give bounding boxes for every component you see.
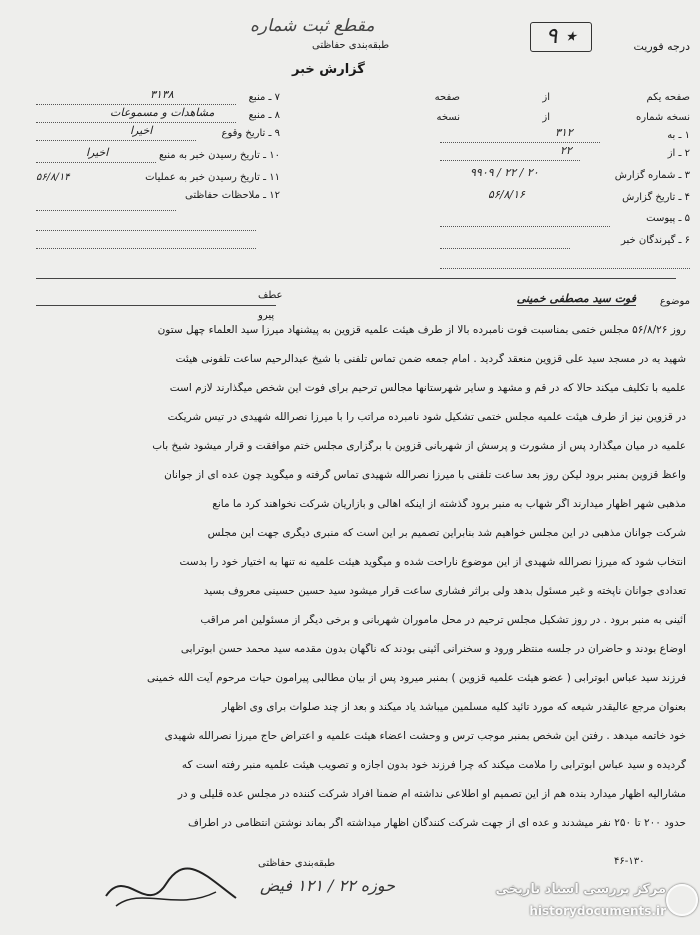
body-line: علمیه با تکلیف میکند حالا که در قم و مشهد و سایر شهرستانها مجالس ترحیم برای فوت این شخص میگذارند لازم است [169,382,686,394]
classification-top: طبقه‌بندی حفاظتی [312,40,390,51]
copy-end: نسخه [436,112,460,123]
copy-of: از [542,112,550,123]
body-line: بعنوان مرجع عالیقدر شیعه که مورد تائید کلیه مسلمین میباشد یاد میکند و بعد از چند صلوات برای وی اظهار [221,701,686,713]
field-2-value: ۲۲ [560,144,572,157]
classification-bottom: طبقه‌بندی حفاظتی [258,858,336,869]
field-6-label: ۶ ـ گیرندگان خبر [620,235,690,246]
body-line: مشارالیه اظهار میدارد بنده هم از این تصمیم او اطلاعی نداشته ام ضمناً افراد شرکت کننده در مجلس عده قلیلی و در [177,788,686,800]
body-line: در قزوین نیز از طرف هیئت علمیه مجلس ختمی تشکیل شود نامبرده مراتب را با میرزا نصرالله شهیدی در تیس شریکت [167,411,686,423]
watermark-site: historydocuments.ir [529,904,666,918]
field-7-label: ۷ ـ منبع [248,92,280,103]
handwritten-signature [96,856,246,920]
field-8-label: ۸ ـ منبع [248,110,280,121]
field-10-label: ۱۰ ـ تاریخ رسیدن خبر به منبع [158,150,280,161]
watermark-logo [470,880,698,930]
body-line: خود خاتمه میدهد . رفتن این شخص بمنبر موجب ترس و وحشت اعضاء هیئت علمیه و اعتراض حاج میرزا نصرالله شهیدی [164,730,686,742]
urgency-stamp-box [530,22,592,52]
body-line: فرزند سید عباس ابوترابی ( عضو هیئت علمیه قزوین ) بمنبر میرود پس از بیان مطالبی پیرامون حیات مرحوم آیت الله خمینی [147,672,686,684]
page-label: صفحه یکم [646,92,690,103]
field-12-label: ۱۲ ـ ملاحظات حفاظتی [185,190,280,201]
field-3-value: ۹۹۰۹ / ۲۲ / ۲۰ [470,166,539,179]
field-8-value: مشاهدات و مسموعات [110,106,215,119]
footer-signature-text: حوزه ۲۲ / ۱۲۱ فیض [260,876,396,895]
header-divider [36,278,676,279]
urgency-stamp-mark: ۹ ٭ [545,24,577,49]
field-4-value: ۵۶/۸/۱۶ [488,188,525,201]
field-5-label: ۵ ـ پیوست [646,213,690,224]
page-of: از [542,92,550,103]
subject-label: موضوع [659,296,690,307]
subject-divider [36,305,276,306]
follow-up-label: پیرو [258,310,275,321]
body-line: تعدادی جوانان ناپخته و غیر مسئول بدهد ولی براثر فشاری ساعت قرار میشود سید حسین حسینی معروف بسید [203,585,686,597]
body-line: گردیده و سید عباس ابوترابی را ملامت میکند که چرا فرزند خود بدون اجازه و تصویب هیئت علمیه منبر رفته است که [181,759,686,771]
field-4-label: ۴ ـ تاریخ گزارش [622,192,690,203]
field-2-label: ۲ ـ از [667,148,690,159]
body-line: اوضاع بودند و حاضران در جلسه منتظر ورود و سخنرانی آئینی بودند که ناگهان بدون مقدمه سید محمد حسن ابوترابی [180,643,686,655]
body-line: مذهبی شهر اظهار میدارند اگر شهاب به منبر برود گذشته از اینکه اهالی و بازاریان شرکت نخواهند کرد ما مانع [212,498,686,510]
field-11-value: ۵۶/۸/۱۴ [36,172,70,183]
field-1-value: ۳۱۲ [555,126,573,139]
body-line: روز ۵۶/۸/۲۶ مجلس ختمی بمناسبت فوت نامبرده بالا از طرف هیئت علمیه قزوین به پیشنهاد میرزا سید العلماء چهل ستون [157,324,686,336]
document-code: ۴۶-۱۳۰ [614,856,645,867]
body-line: آئینی به منبر برود . در روز تشکیل مجلس ترحیم در محل ماموران شهربانی و برخی دیگر از مسئولین امر مراقب [200,614,686,626]
body-line: حدود ۲۰۰ تا ۲۵۰ نفر میشدند و عده ای از جهت شرکت کنندگان اظهار میداشته اگر بماند نوشتن انتظامی در اطراف [187,817,686,829]
body-line: انتخاب شود که میرزا نصرالله شهیدی از این موضوع ناراحت شده و میگوید هیئت علمیه نه تنها به اختیار خود را بدست [179,556,686,568]
field-10-value: اخیرا [86,146,109,159]
urgency-label: درجه فوریت [633,40,690,53]
body-line: شهید یه در مسجد سید علی قزوین منعقد گردید . امام جمعه ضمن تماس تلفنی با شیخ عبدالرحیم ساعت تلفونی هیئت [175,353,686,365]
reference-label: عطف [258,290,283,301]
field-9-value: اخیرا [130,124,153,137]
field-9-label: ۹ ـ تاریخ وقوع [221,128,280,139]
report-title: گزارش خبر [292,62,365,77]
body-line: واعظ قزوین بمنبر برود لیکن روز بعد ساعت تلفنی با میرزا نصرالله شهیدی تماس گرفته و میگوید چون عده ای از جوانان [164,469,686,481]
archive-logo-icon [666,884,698,916]
body-line: علمیه در میان میگذارد پس از مشورت و پرسش از شهربانی قزوین با برگزاری مجلس ختم موافقت و قرار میشود شیخ باب [152,440,686,452]
field-3-label: ۳ ـ شماره گزارش [614,170,690,181]
copy-label: نسخه شماره [636,112,690,123]
field-11-label: ۱۱ ـ تاریخ رسیدن خبر به عملیات [145,172,280,183]
watermark-org: مرکز بررسی اسناد تاریخی [495,882,666,897]
subject-value: فوت سید مصطفی خمینی [516,292,636,305]
field-7-value: ۳۱۳۸ [150,88,174,101]
header-handwriting: مقطع ثبت شماره [250,16,375,36]
field-1-label: ۱ ـ به [667,130,690,141]
page-end: صفحه [434,92,460,103]
body-line: شرکت جوانان مذهبی در این مجلس خواهیم شد بنابراین تصمیم بر این است که منبری دیگری جهت این مجلس [207,527,686,539]
